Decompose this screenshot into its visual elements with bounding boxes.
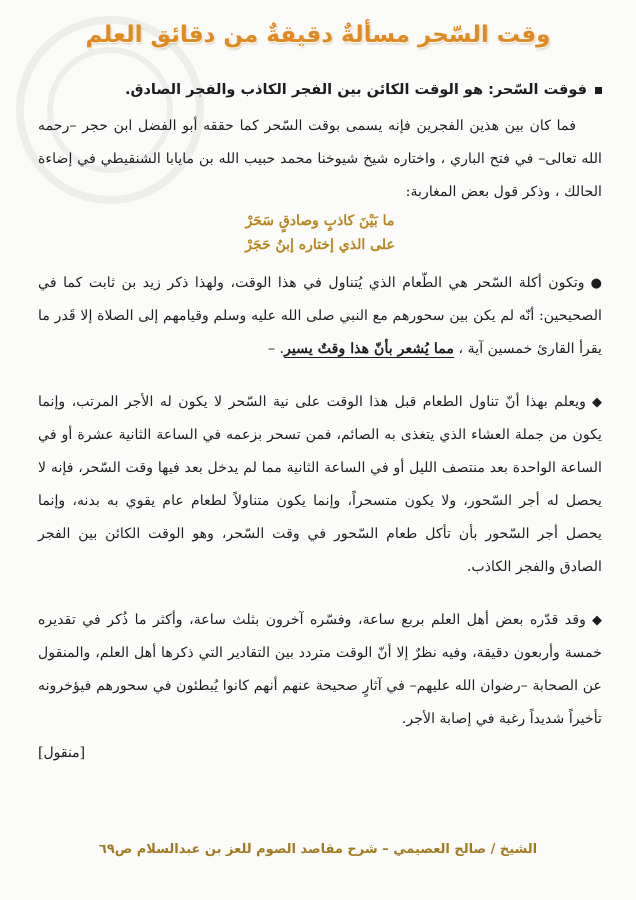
paragraph-2-text: وتكون أكلة السّحر هي الطّعام الذي يُتناول في هذا الوقت، ولهذا ذكر زيد بن ثابت كما في الصحيحين: أنّه لم يكن بين سحورهم مع النبي صلى الله عليه وسلم وقيامهم إلى الصلاة إلا قَدر ما يقرأ القارئ خمسين آية ، bbox=[38, 275, 602, 357]
paragraph-1: فما كان بين هذين الفجرين فإنه يسمى بوقت السّحر كما حققه أبو الفضل ابن حجر –رحمه الله تعالى– في فتح الباري ، واختاره شيخ شيوخنا محمد حبيب الله بن مايابا الشنقيطي في إضاءة الحالك ، وذكر قول بعض المغاربة: bbox=[38, 118, 602, 200]
diamond-bullet-icon: ◆ bbox=[592, 395, 602, 410]
paragraph-4 bbox=[38, 604, 602, 736]
paragraph-2-end: . – bbox=[267, 341, 285, 357]
verse-line-1: ما بَيْنَ كاذبٍ وصادقٍ سَحَرْ bbox=[245, 213, 395, 229]
paragraph-2 bbox=[38, 267, 602, 366]
paragraph-4-text: وقد قدّره بعض أهل العلم بربع ساعة، وفسّره آخرون بثلث ساعة، وأكثر ما ذُكر في تقديره خمسة وأربعون دقيقة، وفيه نظرٌ إلا أنّ الوقت متردد بين التقادير التي ذكرها أهل العلم، والمنقول عن الصحابة –رضوان الله عليهم– في آثارٍ صحيحة عنهم أنهم كانوا يُبطئون في سحورهم فيؤخرونه تأخيراً شديداً رغبة في إصابة الأجر. bbox=[38, 612, 602, 727]
paragraph-3 bbox=[38, 386, 602, 584]
page-title: وقت السّحر مسألةٌ دقيقةٌ من دقائق العلم bbox=[85, 22, 551, 48]
verse-line-2: على الذي إختاره إبنُ حَجَرْ bbox=[245, 237, 395, 253]
paragraph-2-emphasis: مما يُشعر بأنّ هذا وقتٌ يسير bbox=[284, 341, 455, 357]
paragraph-3-text: ويعلم بهذا أنّ تناول الطعام قبل هذا الوقت على نية السّحر لا يكون له الأجر المرتب، وإنما يكون من جملة العشاء الذي يتغذى به الصائم، فمن تسحر بزعمه في الساعة الثانية عشرة أو في الساعة الواحدة بعد منتصف الليل أو في الساعة الثانية مما لم يدخل بعد فيها وقت السّحر، فإنه لا يحصل له أجر السّحور، ولا يكون متسحراً، وإنما يكون متناولاً لطعام عام يقوي به بدنه، وإنما يحصل أجر السّحور بأن تأكل طعام السّحور في وقت السّحر، وهو الوقت الكائن بين الفجر الصادق والفجر الكاذب. bbox=[38, 394, 602, 575]
source-note: [منقول] bbox=[38, 745, 86, 761]
article-body bbox=[38, 78, 602, 766]
footer-citation: الشيخ / صالح العصيمي – شرح مقاصد الصوم للعز بن عبدالسلام ص٦٩ bbox=[98, 842, 538, 857]
dot-bullet-icon: ● bbox=[590, 276, 602, 291]
heading-text: فوقت السّحر: هو الوقت الكائن بين الفجر الكاذب والفجر الصادق. bbox=[124, 82, 587, 98]
diamond-bullet-icon: ◆ bbox=[592, 613, 602, 628]
square-bullet-icon bbox=[595, 87, 602, 94]
definition-heading bbox=[38, 78, 602, 102]
verse-block bbox=[38, 209, 602, 257]
